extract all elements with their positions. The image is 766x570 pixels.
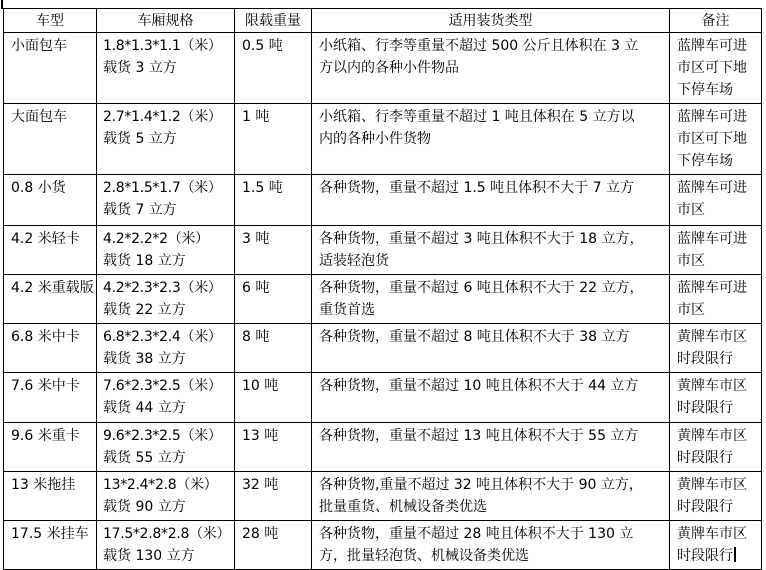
remark-text: 蓝牌车可进市区可下地下停车场: [677, 38, 747, 98]
table-row: [4, 226, 762, 275]
load-limit-text: 0.5 吨: [242, 38, 283, 54]
remark-text: 黄牌车市区时段限行: [677, 428, 747, 466]
vehicle-type-text: 小面包车: [11, 38, 67, 54]
header-box-spec: [97, 9, 235, 33]
remark-cell[interactable]: [670, 423, 762, 472]
vehicle-type-text: 13 米拖挂: [11, 477, 76, 493]
cargo-type-cell[interactable]: [312, 226, 670, 275]
load-limit-cell[interactable]: [235, 423, 312, 472]
vehicle-type-text: 4.2 米重载版: [11, 280, 94, 296]
spec-cell[interactable]: [97, 33, 235, 104]
table-row: [4, 521, 762, 570]
cargo-type-text: 小纸箱、行李等重量不超过 1 吨且体积在 5 立方以内的各种小件货物: [319, 109, 635, 147]
vehicle-type-cell[interactable]: [4, 226, 97, 275]
vehicle-type-text: 0.8 小货: [11, 180, 66, 196]
spec-volume-text: 载货 130 立方: [103, 548, 195, 564]
vehicle-type-cell[interactable]: [4, 373, 97, 423]
remark-text: 蓝牌车可进市区: [677, 180, 747, 218]
header-cargo-type: [312, 9, 670, 33]
remark-cell[interactable]: [670, 324, 762, 373]
load-limit-text: 13 吨: [242, 428, 279, 444]
cargo-type-cell[interactable]: [312, 104, 670, 175]
remark-cell[interactable]: [670, 104, 762, 175]
spec-dimensions-text: 2.8*1.5*1.7（米）: [103, 180, 222, 196]
cargo-type-text: 各种货物,重量不超过 32 吨且体积不大于 90 立方，批量重货、机械设备类优选: [319, 477, 643, 515]
load-limit-cell[interactable]: [235, 175, 312, 226]
spec-volume-text: 载货 5 立方: [103, 131, 177, 147]
load-limit-text: 10 吨: [242, 378, 279, 394]
vehicle-type-cell[interactable]: [4, 521, 97, 570]
spec-volume-text: 载货 18 立方: [103, 253, 186, 269]
cargo-type-text: 各种货物，重量不超过 1.5 吨且体积不大于 7 立方: [319, 180, 634, 196]
cargo-type-cell[interactable]: [312, 423, 670, 472]
remark-cell[interactable]: [670, 275, 762, 324]
cargo-type-text: 小纸箱、行李等重量不超过 500 公斤且体积在 3 立方以内的各种小件物品: [319, 38, 639, 76]
cargo-type-cell[interactable]: [312, 324, 670, 373]
spec-dimensions-text: 7.6*2.3*2.5（米）: [103, 378, 222, 394]
table-row: [4, 423, 762, 472]
remark-text: 蓝牌车可进市区: [677, 280, 747, 318]
header-remark: [670, 9, 762, 33]
cargo-type-cell[interactable]: [312, 275, 670, 324]
spec-dimensions-text: 4.2*2.2*2（米）: [103, 231, 209, 247]
load-limit-cell[interactable]: [235, 373, 312, 423]
load-limit-text: 1.5 吨: [242, 180, 283, 196]
header-vehicle-type-label: 车型: [36, 12, 64, 29]
remark-text: 黄牌车市区时段限行: [677, 526, 747, 564]
table-row: [4, 275, 762, 324]
vehicle-type-cell[interactable]: [4, 423, 97, 472]
spec-cell[interactable]: [97, 175, 235, 226]
cargo-type-text: 各种货物，重量不超过 10 吨且体积不大于 44 立方: [319, 378, 639, 394]
spec-volume-text: 载货 55 立方: [103, 450, 186, 466]
remark-cell[interactable]: [670, 521, 762, 570]
spec-cell[interactable]: [97, 472, 235, 521]
cargo-type-cell[interactable]: [312, 373, 670, 423]
cargo-type-cell[interactable]: [312, 33, 670, 104]
spec-cell[interactable]: [97, 521, 235, 570]
spec-volume-text: 载货 22 立方: [103, 302, 186, 318]
spec-volume-text: 载货 44 立方: [103, 400, 186, 416]
vehicle-spec-table: [3, 8, 762, 570]
remark-cell[interactable]: [670, 373, 762, 423]
vehicle-type-cell[interactable]: [4, 324, 97, 373]
table-row: [4, 104, 762, 175]
spec-dimensions-text: 6.8*2.3*2.4（米）: [103, 329, 222, 345]
spec-cell[interactable]: [97, 226, 235, 275]
vehicle-type-text: 9.6 米重卡: [11, 428, 80, 444]
load-limit-text: 6 吨: [242, 280, 270, 296]
remark-text: 黄牌车市区时段限行: [677, 477, 747, 515]
vehicle-type-text: 大面包车: [11, 109, 67, 125]
table-row: [4, 33, 762, 104]
vehicle-type-cell[interactable]: [4, 275, 97, 324]
vehicle-type-text: 7.6 米中卡: [11, 378, 80, 394]
spec-cell[interactable]: [97, 423, 235, 472]
table-row: [4, 472, 762, 521]
spec-volume-text: 载货 3 立方: [103, 60, 177, 76]
spec-dimensions-text: 9.6*2.3*2.5（米）: [103, 428, 222, 444]
cargo-type-text: 各种货物，重量不超过 3 吨且体积不大于 18 立方，适装轻泡货: [319, 231, 644, 269]
remark-cell[interactable]: [670, 226, 762, 275]
table-row: [4, 175, 762, 226]
cargo-type-text: 各种货物，重量不超过 8 吨且体积不大于 38 立方: [319, 329, 630, 345]
load-limit-cell[interactable]: [235, 472, 312, 521]
table-row: [4, 324, 762, 373]
remark-cell[interactable]: [670, 175, 762, 226]
load-limit-text: 1 吨: [242, 109, 270, 125]
text-cursor: [734, 547, 736, 562]
vehicle-type-text: 4.2 米轻卡: [11, 231, 80, 247]
spec-dimensions-text: 2.7*1.4*1.2（米）: [103, 109, 222, 125]
vehicle-type-cell[interactable]: [4, 472, 97, 521]
spec-dimensions-text: 1.8*1.3*1.1（米）: [103, 38, 222, 54]
vehicle-type-text: 6.8 米中卡: [11, 329, 80, 345]
load-limit-cell[interactable]: [235, 521, 312, 570]
load-limit-text: 32 吨: [242, 477, 279, 493]
header-cargo-type-label: 适用装货类型: [448, 12, 533, 29]
remark-text: 蓝牌车可进市区: [677, 231, 747, 269]
cargo-type-text: 各种货物，重量不超过 13 吨且体积不大于 55 立方: [319, 428, 639, 444]
header-load-limit: [235, 9, 312, 33]
remark-cell[interactable]: [670, 33, 762, 104]
table-row: [4, 373, 762, 423]
load-limit-cell[interactable]: [235, 104, 312, 175]
header-vehicle-type: [4, 9, 97, 33]
cargo-type-cell[interactable]: [312, 175, 670, 226]
spec-cell[interactable]: [97, 275, 235, 324]
load-limit-text: 3 吨: [242, 231, 270, 247]
spec-volume-text: 载货 90 立方: [103, 499, 186, 515]
header-box-spec-label: 车厢规格: [137, 12, 194, 29]
cargo-type-cell[interactable]: [312, 521, 670, 570]
header-row: [4, 9, 762, 33]
spec-cell[interactable]: [97, 104, 235, 175]
vehicle-type-cell[interactable]: [4, 175, 97, 226]
vehicle-type-cell[interactable]: [4, 104, 97, 175]
spec-volume-text: 载货 7 立方: [103, 202, 177, 218]
load-limit-cell[interactable]: [235, 226, 312, 275]
header-remark-label: 备注: [701, 12, 730, 29]
load-limit-text: 28 吨: [242, 526, 279, 542]
load-limit-cell[interactable]: [235, 33, 312, 104]
header-load-limit-label: 限载重量: [245, 12, 301, 29]
spec-cell[interactable]: [97, 324, 235, 373]
load-limit-text: 8 吨: [242, 329, 270, 345]
remark-text: 蓝牌车可进市区可下地下停车场: [677, 109, 747, 169]
spec-cell[interactable]: [97, 373, 235, 423]
remark-text: 黄牌车市区时段限行: [677, 329, 747, 367]
load-limit-cell[interactable]: [235, 324, 312, 373]
remark-text: 黄牌车市区时段限行: [677, 378, 747, 416]
spec-dimensions-text: 4.2*2.3*2.3（米）: [103, 280, 222, 296]
spec-volume-text: 载货 38 立方: [103, 351, 186, 367]
spec-dimensions-text: 17.5*2.8*2.8（米）: [103, 526, 231, 542]
remark-cell[interactable]: [670, 472, 762, 521]
load-limit-cell[interactable]: [235, 275, 312, 324]
spec-dimensions-text: 13*2.4*2.8（米）: [103, 477, 218, 493]
cargo-type-text: 各种货物，重量不超过 28 吨且体积不大于 130 立方，批量轻泡货、机械设备类优选: [319, 526, 634, 564]
cargo-type-cell[interactable]: [312, 472, 670, 521]
vehicle-type-cell[interactable]: [4, 33, 97, 104]
cargo-type-text: 各种货物，重量不超过 6 吨且体积不大于 22 立方，重货首选: [319, 280, 644, 318]
vehicle-type-text: 17.5 米挂车: [11, 526, 89, 542]
